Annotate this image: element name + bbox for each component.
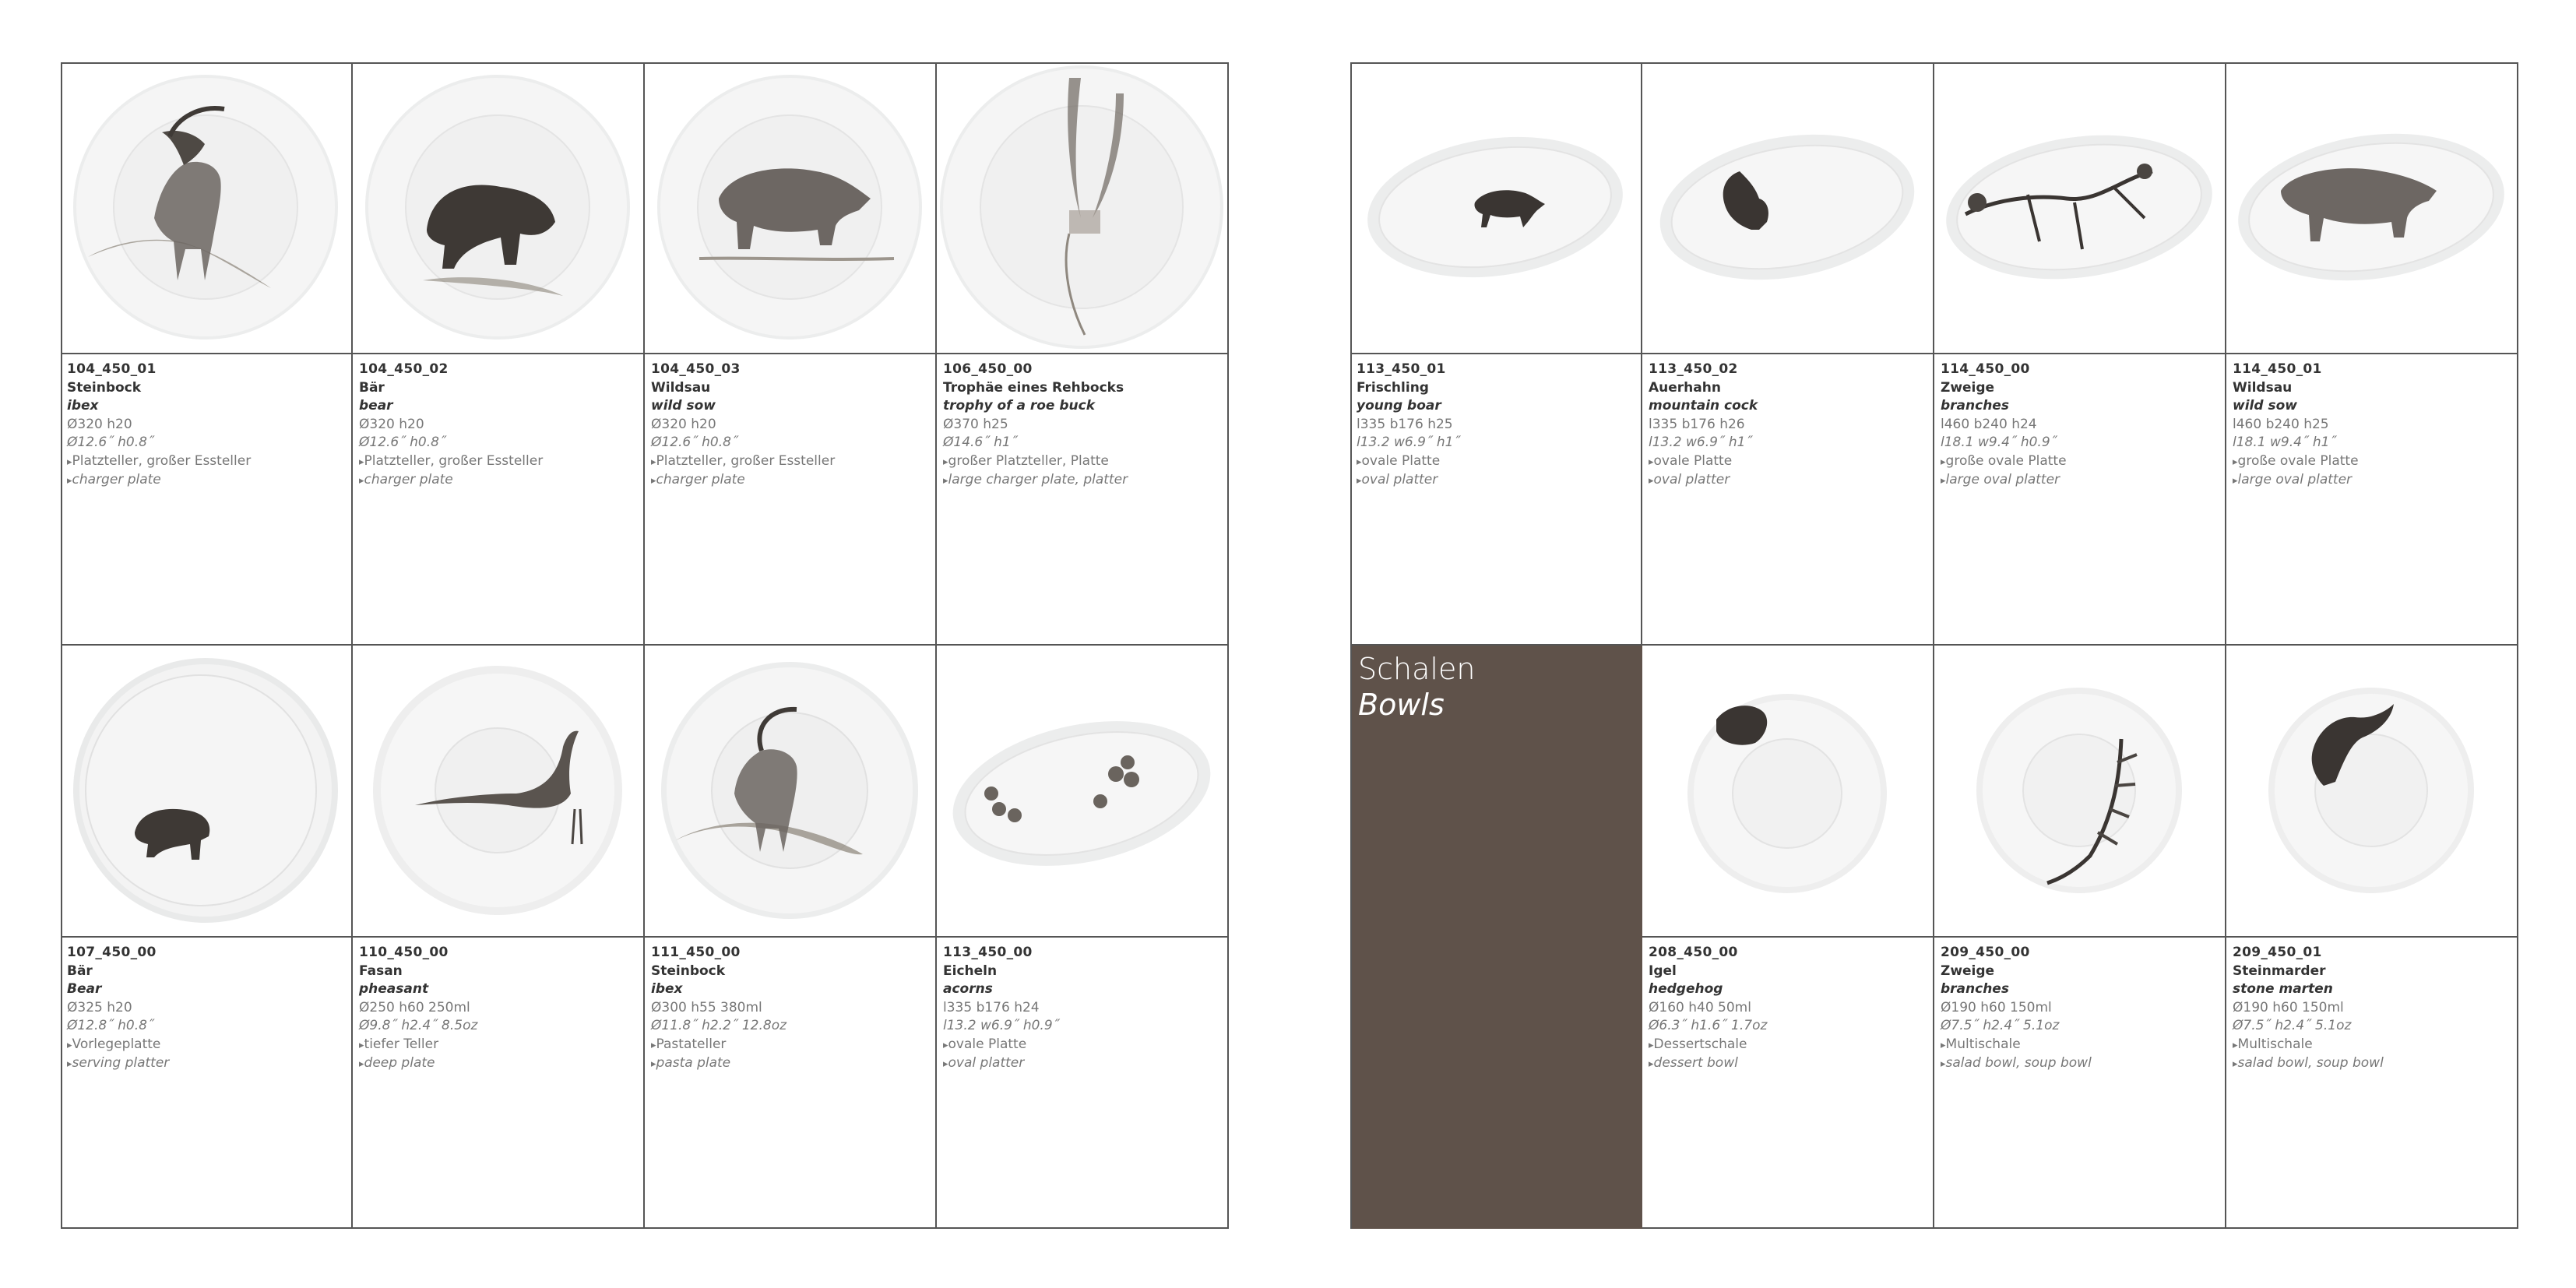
product-use-en: ▸ salad bowl, soup bowl — [2233, 1054, 2512, 1074]
product-dims-metric: l335 b176 h26 — [1649, 416, 1745, 432]
product-use-de: ▸ große ovale Platte — [2233, 452, 2512, 472]
product-name-en: wild sow — [2233, 398, 2297, 413]
product-use-de: ▸ Multischale — [1941, 1036, 2220, 1055]
product-dims-imperial: l18.1 w9.4˝ h0.9˝ — [1941, 435, 2057, 450]
product-dims-imperial: Ø11.8˝ h2.2˝ 12.8oz — [651, 1018, 787, 1033]
product-code: 209_450_01 — [2233, 945, 2322, 960]
product-dims-imperial: l18.1 w9.4˝ h1˝ — [2233, 435, 2336, 450]
product-info — [359, 944, 639, 1074]
product-image — [61, 62, 351, 354]
product-use-en: ▸ oval platter — [943, 1054, 1223, 1074]
product-use-de: ▸ Platzteller, großer Essteller — [359, 452, 639, 472]
product-name-en: young boar — [1357, 398, 1441, 413]
product-code: 114_450_00 — [1941, 361, 2030, 377]
product-info — [2233, 361, 2512, 491]
product-card — [353, 646, 645, 1229]
product-dims-metric: Ø320 h20 — [651, 416, 716, 432]
product-code: 110_450_00 — [359, 945, 449, 960]
product-use-de: ▸ ovale Platte — [1357, 452, 1636, 472]
product-use-en: ▸ large oval platter — [1941, 471, 2220, 491]
product-image — [353, 646, 643, 938]
product-info — [651, 361, 931, 491]
product-image — [1934, 646, 2225, 938]
plate-bear-image — [353, 62, 643, 353]
product-dims-metric: Ø190 h60 150ml — [1941, 999, 2052, 1015]
product-use-de: ▸ Vorlegeplatte — [67, 1036, 347, 1055]
product-use-de: ▸ ovale Platte — [943, 1036, 1223, 1055]
product-image — [645, 62, 935, 354]
product-card — [645, 62, 937, 646]
product-name-en: branches — [1941, 398, 2009, 413]
product-dims-metric: Ø320 h20 — [67, 416, 132, 432]
product-info — [67, 361, 347, 491]
product-image — [1934, 62, 2225, 354]
product-name-en: hedgehog — [1649, 981, 1723, 997]
product-info — [2233, 944, 2512, 1074]
product-info — [651, 944, 931, 1074]
product-dims-imperial: Ø6.3˝ h1.6˝ 1.7oz — [1649, 1018, 1768, 1033]
product-dims-imperial: l13.2 w6.9˝ h1˝ — [1357, 435, 1460, 450]
product-card — [937, 62, 1229, 646]
product-card — [61, 646, 353, 1229]
product-info — [1649, 944, 1928, 1074]
product-name-en: wild sow — [651, 398, 716, 413]
product-name-en: acorns — [943, 981, 993, 997]
product-card — [353, 62, 645, 646]
product-dims-imperial: Ø12.6˝ h0.8˝ — [651, 435, 738, 450]
product-use-de: ▸ Pastateller — [651, 1036, 931, 1055]
product-code: 106_450_00 — [943, 361, 1033, 377]
bowl-branch-image — [1934, 646, 2225, 936]
product-dims-imperial: Ø7.5˝ h2.4˝ 5.1oz — [2233, 1018, 2352, 1033]
product-name-en: bear — [359, 398, 393, 413]
product-image — [2226, 62, 2517, 354]
section-title-en: Bowls — [1358, 688, 1445, 722]
product-code: 114_450_01 — [2233, 361, 2322, 377]
product-name-en: trophy of a roe buck — [943, 398, 1096, 413]
product-code: 113_450_02 — [1649, 361, 1738, 377]
product-card — [2226, 646, 2518, 1229]
product-use-en: ▸ large oval platter — [2233, 471, 2512, 491]
product-name-en: mountain cock — [1649, 398, 1758, 413]
product-dims-metric: Ø325 h20 — [67, 999, 132, 1015]
product-card — [645, 646, 937, 1229]
product-dims-metric: Ø370 h25 — [943, 416, 1008, 432]
product-name-en: pheasant — [359, 981, 429, 997]
product-image — [353, 62, 643, 354]
product-dims-metric: Ø320 h20 — [359, 416, 424, 432]
bowl-hedgehog-image — [1642, 646, 1933, 936]
product-use-en: ▸ charger plate — [359, 471, 639, 491]
product-dims-metric: Ø160 h40 50ml — [1649, 999, 1751, 1015]
plate-antlers-image — [937, 62, 1227, 353]
product-use-en: ▸ large charger plate, platter — [943, 471, 1223, 491]
product-dims-imperial: Ø9.8˝ h2.4˝ 8.5oz — [359, 1018, 478, 1033]
product-code: 104_450_02 — [359, 361, 449, 377]
plate-boar-image — [645, 62, 935, 353]
product-code: 208_450_00 — [1649, 945, 1738, 960]
platter-bear-image — [61, 646, 351, 936]
product-dims-imperial: Ø7.5˝ h2.4˝ 5.1oz — [1941, 1018, 2060, 1033]
bowl-marten-image — [2226, 646, 2517, 936]
product-info — [1941, 361, 2220, 491]
product-name-de: Steinmarder — [2233, 962, 2326, 979]
product-info — [943, 944, 1223, 1074]
product-name-de: Bär — [67, 962, 93, 979]
product-card — [1350, 62, 1642, 646]
section-header-bowls — [1350, 646, 1642, 1229]
product-dims-imperial: Ø14.6˝ h1˝ — [943, 435, 1018, 450]
product-image — [937, 62, 1227, 354]
product-use-en: ▸ serving platter — [67, 1054, 347, 1074]
product-use-en: ▸ pasta plate — [651, 1054, 931, 1074]
product-use-en: ▸ charger plate — [651, 471, 931, 491]
product-use-en: ▸ oval platter — [1649, 471, 1928, 491]
product-name-de: Zweige — [1941, 379, 1995, 396]
oval-branches-image — [1934, 62, 2225, 353]
product-info — [67, 944, 347, 1074]
product-dims-imperial: Ø12.6˝ h0.8˝ — [67, 435, 154, 450]
product-name-en: ibex — [67, 398, 99, 413]
product-use-de: ▸ großer Platzteller, Platte — [943, 452, 1223, 472]
product-image — [2226, 646, 2517, 938]
product-use-en: ▸ charger plate — [67, 471, 347, 491]
right-page — [1350, 62, 2518, 1229]
product-image — [1350, 62, 1641, 354]
product-name-de: Auerhahn — [1649, 379, 1721, 396]
product-name-de: Trophäe eines Rehbocks — [943, 379, 1124, 396]
product-name-de: Zweige — [1941, 962, 1995, 979]
product-use-en: ▸ deep plate — [359, 1054, 639, 1074]
product-dims-metric: l335 b176 h24 — [943, 999, 1040, 1015]
product-name-de: Steinbock — [67, 379, 142, 396]
product-name-de: Frischling — [1357, 379, 1429, 396]
product-dims-metric: l460 b240 h25 — [2233, 416, 2329, 432]
deep-pheasant-image — [353, 646, 643, 936]
product-name-de: Steinbock — [651, 962, 726, 979]
product-card — [937, 646, 1229, 1229]
product-code: 113_450_01 — [1357, 361, 1446, 377]
product-name-de: Bär — [359, 379, 385, 396]
product-info — [943, 361, 1223, 491]
product-use-de: ▸ Platzteller, großer Essteller — [67, 452, 347, 472]
left-page — [61, 62, 1229, 1229]
product-name-en: branches — [1941, 981, 2009, 997]
product-code: 104_450_03 — [651, 361, 741, 377]
product-image — [1642, 646, 1933, 938]
product-dims-imperial: l13.2 w6.9˝ h1˝ — [1649, 435, 1752, 450]
product-dims-metric: l335 b176 h25 — [1357, 416, 1453, 432]
product-name-de: Fasan — [359, 962, 403, 979]
product-dims-metric: Ø190 h60 150ml — [2233, 999, 2344, 1015]
product-card — [2226, 62, 2518, 646]
product-code: 107_450_00 — [67, 945, 157, 960]
product-card — [1642, 646, 1934, 1229]
product-dims-metric: Ø250 h60 250ml — [359, 999, 470, 1015]
product-use-de: ▸ Multischale — [2233, 1036, 2512, 1055]
product-code: 104_450_01 — [67, 361, 157, 377]
product-dims-imperial: l13.2 w6.9˝ h0.9˝ — [943, 1018, 1060, 1033]
product-name-de: Wildsau — [2233, 379, 2293, 396]
product-dims-metric: l460 b240 h24 — [1941, 416, 2037, 432]
product-code: 113_450_00 — [943, 945, 1033, 960]
section-title-de: Schalen — [1358, 652, 1476, 686]
oval-acorns-image — [937, 646, 1227, 936]
product-card — [1642, 62, 1934, 646]
product-dims-imperial: Ø12.8˝ h0.8˝ — [67, 1018, 154, 1033]
product-name-de: Eicheln — [943, 962, 998, 979]
product-image — [937, 646, 1227, 938]
product-name-en: Bear — [67, 981, 102, 997]
product-dims-imperial: Ø12.6˝ h0.8˝ — [359, 435, 446, 450]
product-info — [1941, 944, 2220, 1074]
oval-grouse-image — [1642, 62, 1933, 353]
product-use-de: ▸ tiefer Teller — [359, 1036, 639, 1055]
product-use-en: ▸ salad bowl, soup bowl — [1941, 1054, 2220, 1074]
product-image — [61, 646, 351, 938]
product-use-de: ▸ Platzteller, großer Essteller — [651, 452, 931, 472]
product-code: 111_450_00 — [651, 945, 741, 960]
product-use-en: ▸ dessert bowl — [1649, 1054, 1928, 1074]
product-name-en: ibex — [651, 981, 683, 997]
product-use-de: ▸ ovale Platte — [1649, 452, 1928, 472]
plate-ibex-image — [61, 62, 351, 353]
product-info — [1357, 361, 1636, 491]
product-info — [359, 361, 639, 491]
product-name-en: stone marten — [2233, 981, 2333, 997]
product-use-de: ▸ große ovale Platte — [1941, 452, 2220, 472]
product-dims-metric: Ø300 h55 380ml — [651, 999, 762, 1015]
product-image — [645, 646, 935, 938]
product-name-de: Wildsau — [651, 379, 711, 396]
product-card — [1934, 646, 2226, 1229]
pasta-ibex-image — [645, 646, 935, 936]
oval-boar-image — [2226, 62, 2517, 353]
product-code: 209_450_00 — [1941, 945, 2030, 960]
product-use-de: ▸ Dessertschale — [1649, 1036, 1928, 1055]
product-card — [1934, 62, 2226, 646]
product-card — [61, 62, 353, 646]
product-image — [1642, 62, 1933, 354]
product-use-en: ▸ oval platter — [1357, 471, 1636, 491]
product-info — [1649, 361, 1928, 491]
product-name-de: Igel — [1649, 962, 1677, 979]
oval-young-boar-image — [1350, 62, 1641, 353]
